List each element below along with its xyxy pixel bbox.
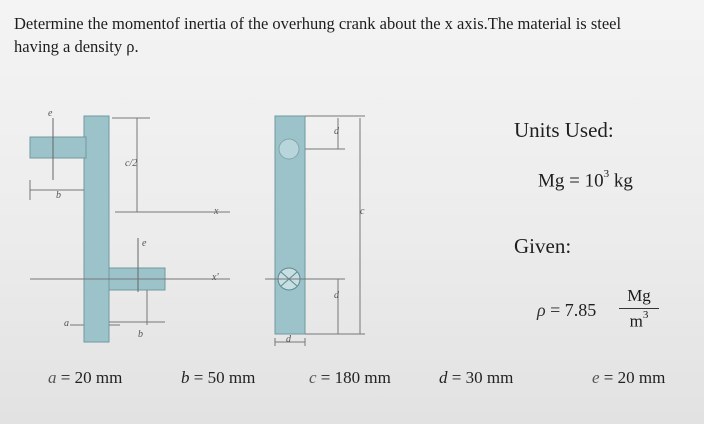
rho-unit-den-base: m — [629, 311, 643, 331]
rho-eq: = — [550, 300, 561, 320]
side-top-pin — [30, 137, 86, 158]
given-title: Given: — [514, 234, 572, 258]
dim-c: c = 180 mm — [309, 368, 391, 387]
dim-e: e = 20 mm — [592, 368, 666, 387]
dimensions-row — [0, 368, 704, 392]
label-x-prime: x' — [212, 272, 219, 283]
side-view — [30, 116, 230, 342]
dim-b: b = 50 mm — [181, 368, 256, 387]
label-d-top: d — [334, 126, 339, 137]
dim-a: a = 20 mm — [48, 368, 123, 387]
mg-unit: kg — [613, 170, 633, 192]
side-vertical-bar — [84, 116, 109, 342]
mg-eq: = — [569, 170, 580, 192]
problem-line-1: Determine the momentof inertia of the overhung crank about the x axis.The material is steel — [14, 14, 622, 33]
dim-d: d = 30 mm — [439, 368, 514, 387]
label-e-top: e — [48, 108, 53, 119]
label-e-mid: e — [142, 238, 147, 249]
units-title: Units Used: — [514, 118, 614, 142]
units-mg-row — [538, 170, 633, 192]
mg-base: 10 — [584, 170, 604, 192]
mg-exp: 3 — [603, 168, 610, 180]
label-b-bottom: b — [138, 329, 143, 340]
front-top-hole — [279, 139, 299, 159]
rho-unit-fraction — [619, 286, 659, 332]
rho-unit-numerator: Mg — [627, 286, 651, 305]
label-x-axis: x — [214, 206, 219, 217]
front-view — [265, 116, 365, 346]
rho-unit-denominator — [619, 311, 659, 332]
label-d-mid: d — [334, 290, 339, 301]
rho-value: 7.85 — [564, 300, 597, 320]
mg-lhs: Mg — [538, 170, 565, 192]
label-a-bottom: a — [64, 318, 69, 329]
rho-row — [537, 300, 596, 321]
label-c-side: c — [360, 206, 365, 217]
rho-unit-den-exp: 3 — [642, 309, 649, 321]
rho-symbol: ρ — [537, 300, 546, 320]
fraction-bar — [619, 308, 659, 309]
label-b-left: b — [56, 190, 61, 201]
label-c-half: c/2 — [125, 158, 138, 169]
problem-line-2: having a density ρ. — [14, 37, 139, 56]
label-d-bottom: d — [286, 334, 291, 345]
